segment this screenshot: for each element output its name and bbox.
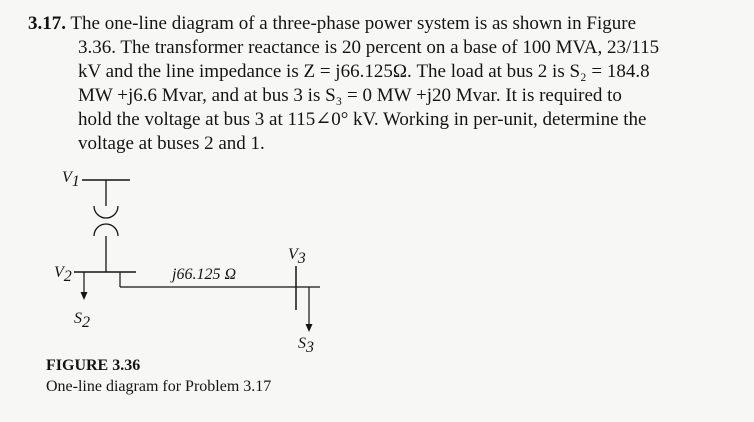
figure-caption-text: One-line diagram for Problem 3.17 — [46, 378, 272, 395]
s3-arrow-icon — [306, 324, 313, 332]
problem-line-5: hold the voltage at bus 3 at 115∠0° kV. Working in per-unit, determine the — [78, 109, 647, 130]
s3-label: S3 — [298, 335, 314, 355]
problem-line-1: 3.17. The one-line diagram of a three-phase power system is as shown in Figure — [28, 13, 637, 34]
v3-label: V3 — [288, 246, 306, 267]
transformer-secondary-coil — [94, 224, 118, 236]
transformer-primary-coil — [94, 206, 118, 218]
problem-line-2: 3.36. The transformer reactance is 20 percent on a base of 100 MVA, 23/115 — [78, 37, 660, 58]
v2-label: V2 — [54, 264, 72, 285]
problem-line-4: MW +j6.6 Mvar, and at bus 3 is S₃ = 0 MW +j20 Mvar. It is required to — [78, 85, 622, 106]
one-line-diagram — [40, 160, 340, 355]
s2-label: S2 — [74, 310, 90, 331]
problem-statement — [28, 12, 728, 156]
v1-label: V1 — [62, 169, 80, 190]
figure-caption-title: FIGURE 3.36 — [46, 357, 141, 374]
problem-number: 3.17. — [28, 13, 66, 34]
line-impedance-label: j66.125 Ω — [172, 266, 237, 283]
s2-arrow-icon — [81, 292, 88, 300]
problem-line-6: voltage at buses 2 and 1. — [78, 133, 265, 154]
problem-line-3: kV and the line impedance is Z = j66.125Ω. The load at bus 2 is S₂ = 184.8 — [78, 61, 650, 82]
